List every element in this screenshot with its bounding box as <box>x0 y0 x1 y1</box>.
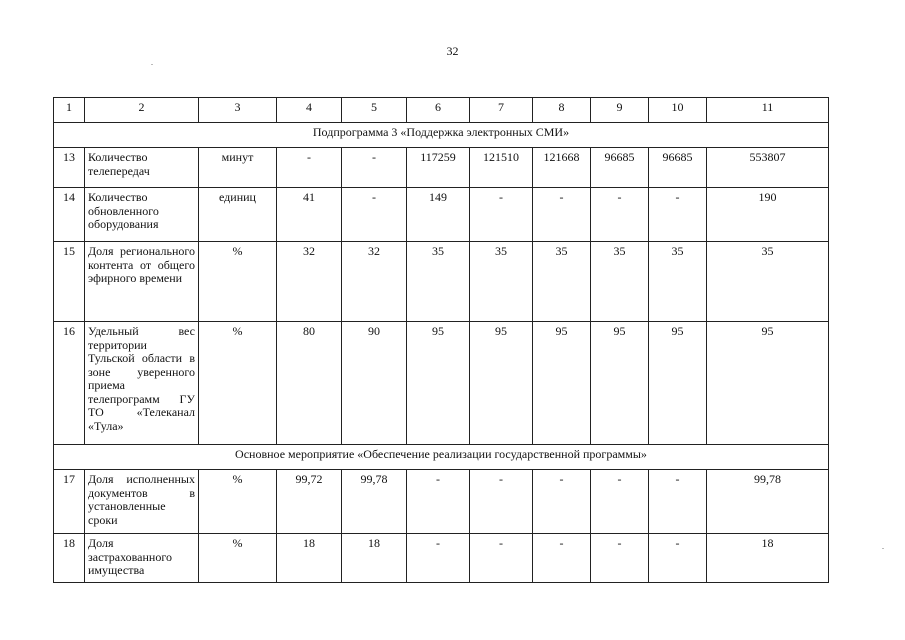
value-cell: 99,78 <box>342 470 407 534</box>
value-cell: - <box>470 188 533 242</box>
indicator-name: Доля регионального контента от общего эфирного времени <box>85 242 199 322</box>
value-cell: - <box>407 534 470 583</box>
value-cell: 35 <box>470 242 533 322</box>
column-number: 1 <box>54 98 85 123</box>
page-number: 32 <box>446 44 459 58</box>
scan-speck <box>151 64 153 65</box>
value-cell: 95 <box>533 322 591 445</box>
indicator-name: Доля застрахованного имущества <box>85 534 199 583</box>
column-number: 5 <box>342 98 407 123</box>
value-cell: 35 <box>591 242 649 322</box>
value-cell: 121510 <box>470 148 533 188</box>
value-cell: 95 <box>649 322 707 445</box>
value-cell: 190 <box>707 188 829 242</box>
value-cell: - <box>533 188 591 242</box>
table-row <box>54 188 829 242</box>
value-cell: 18 <box>277 534 342 583</box>
value-cell: - <box>591 534 649 583</box>
value-cell: - <box>591 470 649 534</box>
section-row <box>54 445 829 470</box>
table-row <box>54 148 829 188</box>
value-cell: 117259 <box>407 148 470 188</box>
unit-cell: % <box>199 322 277 445</box>
value-cell: 99,72 <box>277 470 342 534</box>
column-number: 6 <box>407 98 470 123</box>
value-cell: 149 <box>407 188 470 242</box>
value-cell: 99,78 <box>707 470 829 534</box>
unit-cell: минут <box>199 148 277 188</box>
scan-speck <box>882 548 884 549</box>
value-cell: 95 <box>470 322 533 445</box>
row-number: 13 <box>54 148 85 188</box>
value-cell: 35 <box>533 242 591 322</box>
column-number: 2 <box>85 98 199 123</box>
row-number: 17 <box>54 470 85 534</box>
value-cell: - <box>470 534 533 583</box>
section-row <box>54 123 829 148</box>
table-row <box>54 242 829 322</box>
value-cell: 95 <box>707 322 829 445</box>
unit-cell: % <box>199 534 277 583</box>
value-cell: 35 <box>707 242 829 322</box>
value-cell: 121668 <box>533 148 591 188</box>
unit-cell: % <box>199 242 277 322</box>
value-cell: 95 <box>591 322 649 445</box>
value-cell: - <box>470 470 533 534</box>
value-cell: - <box>649 188 707 242</box>
value-cell: 32 <box>342 242 407 322</box>
indicator-name: Количество телепередач <box>85 148 199 188</box>
section-title: Основное мероприятие «Обеспечение реализации государственной программы» <box>54 445 829 470</box>
table-row <box>54 534 829 583</box>
value-cell: 90 <box>342 322 407 445</box>
indicator-name: Удельный вес территории Тульской области в зоне уверенного приема телепрограмм ГУ ТО «Телеканал «Тула» <box>85 322 199 445</box>
row-number: 15 <box>54 242 85 322</box>
column-number: 8 <box>533 98 591 123</box>
value-cell: - <box>277 148 342 188</box>
column-number-row <box>54 98 829 123</box>
table-row <box>54 470 829 534</box>
row-number: 14 <box>54 188 85 242</box>
table-row <box>54 322 829 445</box>
row-number: 18 <box>54 534 85 583</box>
indicators-table <box>53 97 829 583</box>
unit-cell: единиц <box>199 188 277 242</box>
value-cell: - <box>649 470 707 534</box>
value-cell: - <box>649 534 707 583</box>
value-cell: - <box>342 188 407 242</box>
column-number: 10 <box>649 98 707 123</box>
value-cell: 80 <box>277 322 342 445</box>
column-number: 9 <box>591 98 649 123</box>
column-number: 3 <box>199 98 277 123</box>
unit-cell: % <box>199 470 277 534</box>
value-cell: 18 <box>342 534 407 583</box>
value-cell: 35 <box>649 242 707 322</box>
value-cell: 18 <box>707 534 829 583</box>
value-cell: 41 <box>277 188 342 242</box>
indicator-name: Доля исполненных документов в установленные сроки <box>85 470 199 534</box>
column-number: 4 <box>277 98 342 123</box>
value-cell: 32 <box>277 242 342 322</box>
value-cell: 553807 <box>707 148 829 188</box>
section-title: Подпрограмма 3 «Поддержка электронных СМИ» <box>54 123 829 148</box>
value-cell: - <box>342 148 407 188</box>
value-cell: - <box>407 470 470 534</box>
column-number: 11 <box>707 98 829 123</box>
value-cell: - <box>533 534 591 583</box>
value-cell: 96685 <box>591 148 649 188</box>
value-cell: - <box>591 188 649 242</box>
row-number: 16 <box>54 322 85 445</box>
value-cell: 95 <box>407 322 470 445</box>
value-cell: 96685 <box>649 148 707 188</box>
column-number: 7 <box>470 98 533 123</box>
indicator-name: Количество обновленного оборудования <box>85 188 199 242</box>
value-cell: - <box>533 470 591 534</box>
value-cell: 35 <box>407 242 470 322</box>
